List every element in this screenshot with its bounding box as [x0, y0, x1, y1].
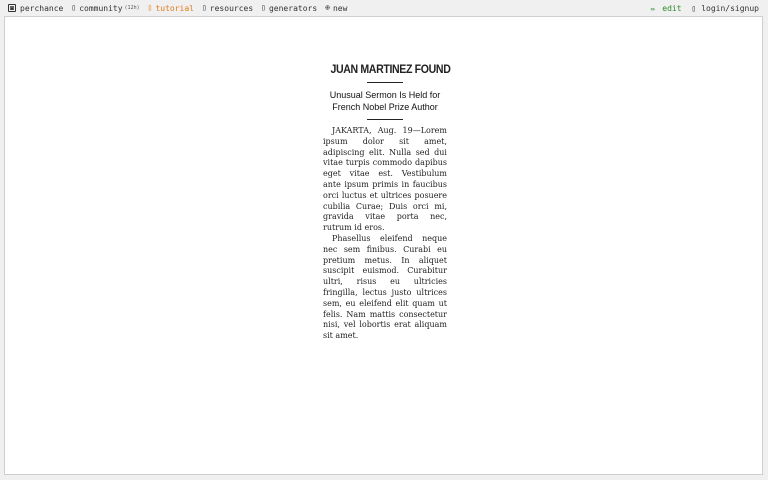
- nav-community[interactable]: [71, 4, 139, 13]
- pencil-icon: ✏: [650, 3, 656, 13]
- tutorial-label: tutorial: [155, 3, 194, 13]
- newspaper-article: [323, 62, 451, 342]
- book-icon: ▯: [147, 3, 153, 12]
- chat-icon: ▯: [71, 3, 77, 12]
- login-signup-link[interactable]: [692, 4, 759, 13]
- article-subhead: Unusual Sermon Is Held for French Nobel Prize Author: [329, 90, 441, 112]
- nav-generators[interactable]: [261, 4, 317, 13]
- divider: [367, 82, 403, 83]
- brand-link[interactable]: [8, 4, 63, 13]
- divider: [367, 119, 403, 120]
- edit-label: edit: [662, 3, 682, 13]
- nav-right: [651, 0, 759, 16]
- login-label: login/signup: [701, 3, 759, 13]
- generator-output-frame: [4, 16, 763, 475]
- article-paragraph: Phasellus eleifend neque nec sem finibus. Curabi eu pretium metus. In aliquet suscipit euismod. Curabitur ultri, risus eu ultricies fringilla, lectus justo ultrices sem, eu eleifend elit quam ut felis. Nam mattis consectetur nisi, vel lobortis erat aliquam sit amet.: [323, 233, 447, 341]
- brand-label: perchance: [20, 3, 64, 13]
- top-navigation-bar: [0, 0, 768, 16]
- nav-resources[interactable]: [202, 4, 253, 13]
- nav-tutorial[interactable]: [148, 4, 194, 13]
- community-label: community: [79, 3, 123, 13]
- user-icon: ▯: [691, 3, 697, 13]
- resources-label: resources: [209, 3, 254, 13]
- new-label: new: [332, 3, 348, 13]
- generators-label: generators: [268, 3, 318, 13]
- article-headline: JUAN MARTINEZ FOUND: [330, 62, 451, 76]
- dice-icon: [8, 4, 16, 12]
- nav-left: [0, 4, 355, 13]
- edit-button[interactable]: [651, 4, 682, 13]
- article-paragraph: JAKARTA, Aug. 19—Lorem ipsum dolor sit amet, adipiscing elit. Nulla sed dui vitae turpis commodo dapibus eget vitae est. Vestibulum ante ipsum primis in faucibus orci luctus et ultrices posuere cubilia Curae; Duis orci mi, gravida vitae porta nec, rutrum id eros.: [323, 126, 447, 233]
- community-count: (12h): [124, 5, 140, 11]
- folder-icon: ▯: [201, 3, 207, 12]
- list-icon: ▯: [261, 3, 266, 12]
- plus-circle-icon: ⊕: [325, 3, 330, 12]
- nav-new[interactable]: [325, 4, 347, 13]
